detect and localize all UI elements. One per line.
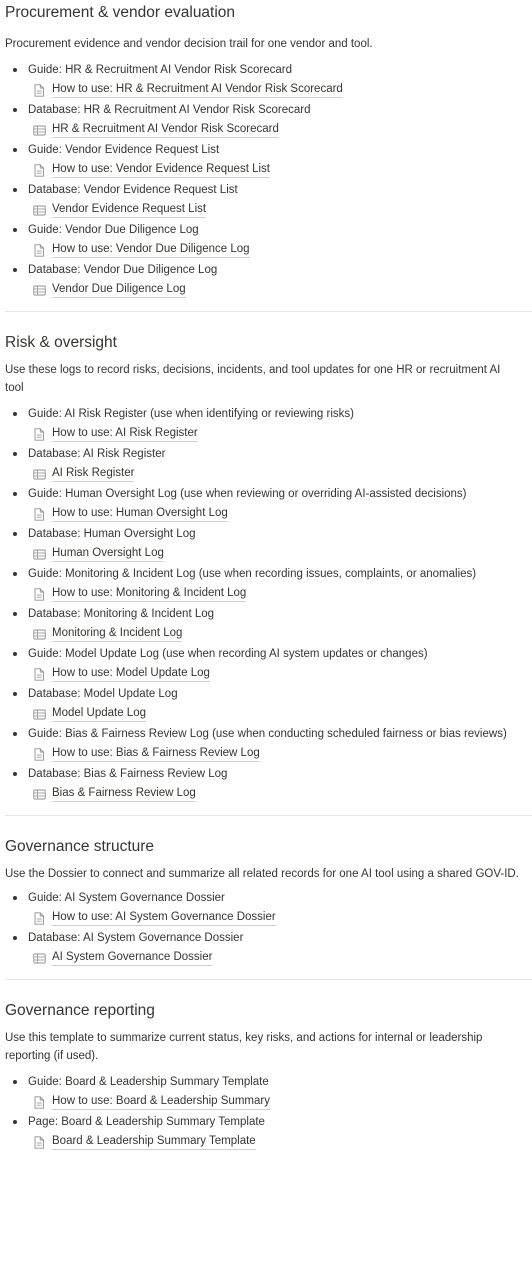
page-icon: [32, 507, 46, 521]
linked-page[interactable]: [11, 1091, 532, 1113]
bullet-dot-icon: [13, 532, 17, 536]
list-item: [11, 181, 532, 221]
linked-page[interactable]: [11, 743, 532, 765]
bullet-dot-icon: [13, 108, 17, 112]
item-label: Database: Vendor Evidence Request List: [28, 184, 238, 196]
table-icon: [32, 627, 46, 641]
bullet-dot-icon: [13, 732, 17, 736]
section-description: Use these logs to record risks, decisions, incidents, and tool updates for one HR or recruitment AI tool: [5, 364, 501, 394]
bullet-dot-icon: [13, 772, 17, 776]
bullet-dot-icon: [13, 492, 17, 496]
bullet-dot-icon: [13, 652, 17, 656]
linked-page[interactable]: [11, 423, 532, 445]
page-icon: [32, 587, 46, 601]
bullet-dot-icon: [13, 148, 17, 152]
table-icon: [32, 951, 46, 965]
item-label: Guide: Vendor Due Diligence Log: [28, 224, 199, 236]
item-note: (use when conducting scheduled fairness or bias reviews): [208, 728, 507, 740]
bullet-dot-icon: [13, 412, 17, 416]
page-link[interactable]: How to use: Board & Leadership Summary: [52, 1094, 270, 1110]
list-item: [11, 685, 532, 725]
item-label: Database: Bias & Fairness Review Log: [28, 768, 228, 780]
section: [5, 0, 532, 301]
bullet-dot-icon: [13, 1120, 17, 1124]
bullet-dot-icon: [13, 228, 17, 232]
bullet-line: [11, 605, 532, 623]
section: [5, 312, 532, 805]
bullet-dot-icon: [13, 936, 17, 940]
table-icon: [32, 547, 46, 561]
item-note: (use when recording AI system updates or changes): [159, 648, 428, 660]
bullet-line: [11, 765, 532, 783]
bulleted-list: [5, 61, 532, 301]
page-link[interactable]: How to use: AI System Governance Dossier: [52, 910, 276, 926]
item-label: Database: Human Oversight Log: [28, 528, 196, 540]
bullet-line: [11, 181, 532, 199]
bullet-line: [11, 221, 532, 239]
table-icon: [32, 203, 46, 217]
item-label: Guide: AI System Governance Dossier: [28, 892, 225, 904]
bullet-line: [11, 565, 532, 583]
item-note: (use when recording issues, complaints, or anomalies): [195, 568, 477, 580]
item-label: Database: Model Update Log: [28, 688, 178, 700]
linked-page[interactable]: [11, 239, 532, 261]
item-label: Database: Vendor Due Diligence Log: [28, 264, 218, 276]
list-item: [11, 405, 532, 445]
bullet-line: [11, 101, 532, 119]
linked-page[interactable]: [11, 503, 532, 525]
page-link[interactable]: Board & Leadership Summary Template: [52, 1134, 256, 1150]
linked-page[interactable]: [11, 623, 532, 645]
list-item: [11, 1113, 532, 1153]
item-label: Guide: AI Risk Register: [28, 408, 147, 420]
item-note: (use when identifying or reviewing risks): [146, 408, 354, 420]
section-description: Procurement evidence and vendor decision trail for one vendor and tool.: [5, 38, 373, 50]
bullet-line: [11, 1113, 532, 1131]
page-link[interactable]: Vendor Evidence Request List: [52, 202, 206, 218]
section-heading: Governance reporting: [5, 1002, 155, 1019]
bullet-line: [11, 725, 532, 743]
item-label: Guide: Model Update Log: [28, 648, 160, 660]
linked-page[interactable]: [11, 1131, 532, 1153]
list-item: [11, 929, 532, 969]
bullet-dot-icon: [13, 612, 17, 616]
list-item: [11, 61, 532, 101]
table-icon: [32, 787, 46, 801]
bullet-line: [11, 685, 532, 703]
page-link[interactable]: How to use: Vendor Due Diligence Log: [52, 242, 250, 258]
section-heading: Risk & oversight: [5, 334, 117, 351]
bullet-dot-icon: [13, 692, 17, 696]
linked-page[interactable]: [11, 119, 532, 141]
bulleted-list: [5, 889, 532, 969]
page-icon: [32, 747, 46, 761]
page-link[interactable]: How to use: Model Update Log: [52, 666, 210, 682]
item-label: Guide: Bias & Fairness Review Log: [28, 728, 209, 740]
list-item: [11, 765, 532, 805]
page-link[interactable]: How to use: Human Oversight Log: [52, 506, 228, 522]
item-label: Guide: Vendor Evidence Request List: [28, 144, 220, 156]
list-item: [11, 645, 532, 685]
list-item: [11, 141, 532, 181]
item-label: Database: AI Risk Register: [28, 448, 166, 460]
item-label: Guide: HR & Recruitment AI Vendor Risk Scorecard: [28, 64, 292, 76]
list-item: [11, 725, 532, 765]
linked-page[interactable]: [11, 463, 532, 485]
section-heading: Procurement & vendor evaluation: [5, 4, 236, 21]
list-item: [11, 101, 532, 141]
page-link[interactable]: Monitoring & Incident Log: [52, 626, 182, 642]
page-link[interactable]: AI System Governance Dossier: [52, 950, 212, 966]
table-icon: [32, 123, 46, 137]
list-item: [11, 221, 532, 261]
bullet-line: [11, 645, 532, 663]
bullet-dot-icon: [13, 268, 17, 272]
item-label: Guide: Board & Leadership Summary Template: [28, 1076, 269, 1088]
page-icon: [32, 83, 46, 97]
page-link[interactable]: AI Risk Register: [52, 466, 134, 482]
section-heading: Governance structure: [5, 838, 155, 855]
bullet-dot-icon: [13, 572, 17, 576]
bullet-dot-icon: [13, 896, 17, 900]
bullet-dot-icon: [13, 68, 17, 72]
linked-page[interactable]: [11, 907, 532, 929]
list-item: [11, 525, 532, 565]
linked-page[interactable]: [11, 79, 532, 101]
bulleted-list: [5, 405, 532, 805]
bullet-line: [11, 485, 532, 503]
page-icon: [32, 1095, 46, 1109]
item-label: Guide: Monitoring & Incident Log: [28, 568, 196, 580]
bullet-dot-icon: [13, 188, 17, 192]
page-link[interactable]: How to use: HR & Recruitment AI Vendor Risk Scorecard: [52, 82, 343, 98]
bullet-dot-icon: [13, 1080, 17, 1084]
table-icon: [32, 707, 46, 721]
bullet-line: [11, 261, 532, 279]
list-item: [11, 261, 532, 301]
page-icon: [32, 1135, 46, 1149]
bulleted-list: [5, 1073, 532, 1153]
linked-page[interactable]: [11, 583, 532, 605]
item-note: (use when reviewing or overriding AI-assisted decisions): [176, 488, 467, 500]
linked-page[interactable]: [11, 159, 532, 181]
page-link[interactable]: How to use: AI Risk Register: [52, 426, 198, 442]
list-item: [11, 889, 532, 929]
section: [5, 816, 532, 969]
item-label: Guide: Human Oversight Log: [28, 488, 177, 500]
item-label: Database: Monitoring & Incident Log: [28, 608, 215, 620]
item-label: Page: Board & Leadership Summary Template: [28, 1116, 265, 1128]
linked-page[interactable]: [11, 543, 532, 565]
bullet-line: [11, 1073, 532, 1091]
section-description: Use the Dossier to connect and summarize all related records for one AI tool using a shared GOV-ID.: [5, 868, 519, 880]
bullet-line: [11, 405, 532, 423]
bullet-line: [11, 889, 532, 907]
page-link[interactable]: Bias & Fairness Review Log: [52, 786, 196, 802]
list-item: [11, 565, 532, 605]
section: [5, 980, 532, 1153]
linked-page[interactable]: [11, 199, 532, 221]
page-link[interactable]: Model Update Log: [52, 706, 146, 722]
page-icon: [32, 911, 46, 925]
page-icon: [32, 667, 46, 681]
bullet-line: [11, 929, 532, 947]
section-description: Use this template to summarize current status, key risks, and actions for internal or leadership reporting (if used).: [5, 1032, 483, 1062]
table-icon: [32, 467, 46, 481]
linked-page[interactable]: [11, 783, 532, 805]
page-icon: [32, 243, 46, 257]
table-icon: [32, 283, 46, 297]
page-link[interactable]: HR & Recruitment AI Vendor Risk Scorecard: [52, 122, 279, 138]
page-link[interactable]: How to use: Bias & Fairness Review Log: [52, 746, 260, 762]
list-item: [11, 485, 532, 525]
item-label: Database: HR & Recruitment AI Vendor Risk Scorecard: [28, 104, 311, 116]
page-icon: [32, 163, 46, 177]
linked-page[interactable]: [11, 663, 532, 685]
list-item: [11, 605, 532, 645]
item-label: Database: AI System Governance Dossier: [28, 932, 244, 944]
page-link[interactable]: Vendor Due Diligence Log: [52, 282, 186, 298]
page-icon: [32, 427, 46, 441]
bullet-dot-icon: [13, 452, 17, 456]
bullet-line: [11, 445, 532, 463]
linked-page[interactable]: [11, 279, 532, 301]
list-item: [11, 445, 532, 485]
page-link[interactable]: How to use: Monitoring & Incident Log: [52, 586, 246, 602]
linked-page[interactable]: [11, 947, 532, 969]
linked-page[interactable]: [11, 703, 532, 725]
page-link[interactable]: How to use: Vendor Evidence Request List: [52, 162, 270, 178]
bullet-line: [11, 61, 532, 79]
list-item: [11, 1073, 532, 1113]
bullet-line: [11, 141, 532, 159]
page-link[interactable]: Human Oversight Log: [52, 546, 164, 562]
bullet-line: [11, 525, 532, 543]
